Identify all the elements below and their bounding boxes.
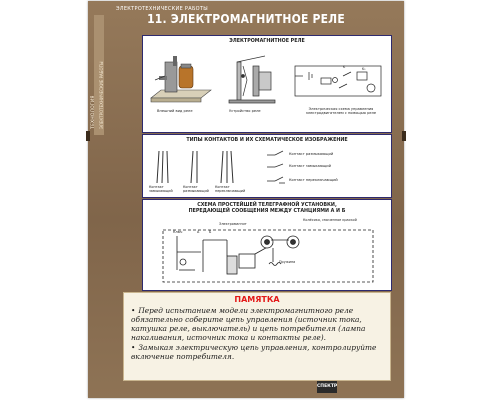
symbol-closing xyxy=(267,164,283,167)
contacts-panel-title: ТИПЫ КОНТАКТОВ И ИХ СХЕМАТИЧЕСКОЕ ИЗОБРАЖЕНИЕ xyxy=(186,138,348,143)
memo-box xyxy=(123,292,391,381)
label-ink-roller: Колёсико, смоченное краской xyxy=(303,218,357,222)
symbol-switch-label: Контакт переключающий xyxy=(289,178,338,182)
poster-title: 11. ЭЛЕКТРОМАГНИТНОЕ РЕЛЕ xyxy=(147,12,345,26)
telegraph-title-line2: ПЕРЕДАЮЩЕЙ СООБЩЕНИЯ МЕЖДУ СТАНЦИЯМИ А И Б xyxy=(188,209,346,214)
relay-panel-title: ЭЛЕКТРОМАГНИТНОЕ РЕЛЕ xyxy=(229,39,305,44)
symbol-closing-label: Контакт замыкающий xyxy=(289,164,331,168)
bullet-icon: • xyxy=(131,306,136,315)
relay-panel xyxy=(142,35,392,133)
telegraph-diagram xyxy=(143,200,391,290)
caption-contact-opening: Контакт размыкающий xyxy=(183,185,209,193)
telegraph-title-line1: СХЕМА ПРОСТЕЙШЕЙ ТЕЛЕГРАФНОЙ УСТАНОВКИ, xyxy=(197,203,337,208)
kicker-label: ЭЛЕКТРОТЕХНИЧЕСКИЕ РАБОТЫ xyxy=(116,6,208,12)
bullet-icon: • xyxy=(131,343,136,352)
caption-scheme: Электрическая схема управления электродвигателем с помощью реле xyxy=(305,107,377,116)
relay-circuit-scheme xyxy=(295,66,381,96)
label-k: K xyxy=(343,65,346,69)
relay-illustrations xyxy=(143,36,391,132)
label-key: Ключ xyxy=(173,230,183,234)
publisher-logo: СПЕКТР xyxy=(317,381,337,393)
hanger-left xyxy=(86,131,90,141)
caption-external-view: Внешний вид реле xyxy=(157,109,193,113)
label-electromagnet: Электромагнит xyxy=(219,222,247,226)
contact-closing-drawing xyxy=(157,151,168,183)
contact-switch-drawing xyxy=(221,151,233,183)
poster xyxy=(88,1,404,398)
symbol-opening xyxy=(267,151,283,155)
contacts-panel xyxy=(142,134,392,198)
caption-device: Устройство реле xyxy=(229,109,261,113)
hanger-right xyxy=(402,131,406,141)
label-station-b: Б xyxy=(209,230,212,234)
side-subtitle-label: ЭЛЕКТРОТЕХНИЧЕСКИЕ РАБОТЫ xyxy=(99,61,104,129)
memo-item: • Перед испытанием модели электромагнитного реле обязательно соберите цепь управления (источник тока, катушка реле, выключатель) и цепь потребителя (лампа накаливания, источник тока и контакты реле). xyxy=(131,306,366,342)
label-station-a: А xyxy=(197,230,200,234)
symbol-switch xyxy=(267,177,285,183)
memo-body xyxy=(131,306,387,362)
caption-contact-switch: Контакт переключающий xyxy=(215,185,246,193)
contact-opening-drawing xyxy=(191,151,197,183)
relay-external-view xyxy=(151,56,211,102)
label-k1: K₁ xyxy=(362,67,366,71)
telegraph-panel xyxy=(142,199,392,291)
symbol-opening-label: Контакт размыкающий xyxy=(289,152,334,156)
memo-title: ПАМЯТКА xyxy=(234,295,280,304)
relay-device-drawing xyxy=(229,56,275,103)
contacts-illustrations xyxy=(143,135,391,197)
label-spring: Пружина xyxy=(279,260,296,264)
caption-contact-closing: Контакт замыкающий xyxy=(149,185,173,193)
side-series-label: ТЕХНОЛОГИЯ xyxy=(91,95,96,129)
memo-item: • Замыкая электрическую цепь управления, контролируйте включение потребителя. xyxy=(131,343,377,361)
